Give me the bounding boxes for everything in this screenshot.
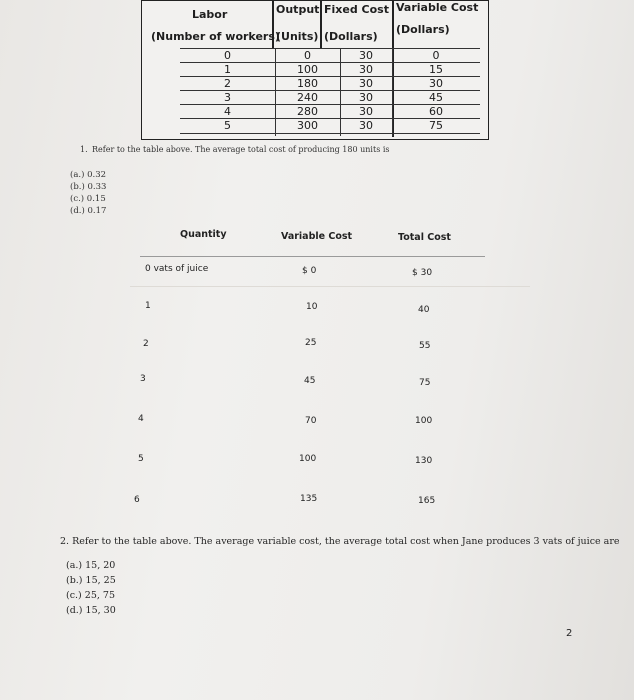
total-cost-cell: 40 <box>418 305 430 315</box>
total-cost-cell: 75 <box>419 378 431 388</box>
fixed-cost-cell: 30 <box>359 91 373 104</box>
quantity-cell: 1 <box>145 301 151 311</box>
variable-cost-cell: 30 <box>429 77 443 90</box>
variable-cost-cell: 45 <box>304 376 316 386</box>
quantity-header: Quantity <box>180 229 227 240</box>
fixed-cost-cell: 30 <box>359 63 373 76</box>
quantity-cell: 6 <box>134 495 140 505</box>
total-cost-cell: 100 <box>415 416 433 426</box>
fixed-cost-cell: 30 <box>359 49 373 62</box>
fixed-cost-subheader: (Dollars) <box>324 30 378 43</box>
table-row <box>180 118 480 134</box>
question-1-option-a: (a.) 0.32 <box>70 170 107 180</box>
output-cell: 300 <box>297 119 318 132</box>
fixed-cost-cell: 30 <box>359 77 373 90</box>
variable-cost-header: Variable Cost <box>396 1 479 14</box>
table-row <box>180 104 480 119</box>
quantity-cell: 2 <box>143 339 149 349</box>
table-row <box>180 48 480 63</box>
question-2-text: 2. Refer to the table above. The average variable cost, the average total cost when Jane produces 3 vats of juice are <box>60 536 620 547</box>
question-2-option-a: (a.) 15, 20 <box>66 560 116 571</box>
question-2-option-b: (b.) 15, 25 <box>66 575 116 586</box>
question-2-option-d: (d.) 15, 30 <box>66 605 116 616</box>
total-cost-cell: 165 <box>418 496 436 506</box>
variable-cost-subheader: (Dollars) <box>396 23 450 36</box>
variable-cost-cell: 0 <box>432 49 440 62</box>
question-1-option-b: (b.) 0.33 <box>70 182 107 192</box>
fixed-cost-header: Fixed Cost <box>324 3 389 16</box>
cost-table-body <box>180 48 480 136</box>
question-2-option-c: (c.) 25, 75 <box>66 590 115 601</box>
quantity-cell: 3 <box>140 374 146 384</box>
labor-subheader: (Number of workers) <box>151 30 280 43</box>
output-cell: 180 <box>297 77 318 90</box>
variable-cost-cell: 15 <box>429 63 443 76</box>
variable-cost-cell: 45 <box>429 91 443 104</box>
labor-cell: 5 <box>224 119 231 132</box>
variable-cost-cell: 25 <box>305 338 317 348</box>
total-cost-cell: 55 <box>419 341 431 351</box>
quantity-cell: 4 <box>138 414 144 424</box>
cost-table <box>141 0 489 140</box>
fixed-cost-cell: 30 <box>359 105 373 118</box>
question-1-number: 1. <box>80 145 88 154</box>
page-number: 2 <box>566 628 573 639</box>
header-divider <box>140 256 485 257</box>
total-cost-cell: $ 30 <box>412 268 433 278</box>
total-cost-cell: 130 <box>415 456 433 466</box>
quantity-cell: 0 vats of juice <box>145 264 209 274</box>
variable-cost-cell: 100 <box>299 454 317 464</box>
variable-cost-cell: 10 <box>306 302 318 312</box>
labor-cell: 2 <box>224 77 231 90</box>
labor-cell: 4 <box>224 105 231 118</box>
column-divider <box>320 1 322 48</box>
output-cell: 280 <box>297 105 318 118</box>
output-cell: 100 <box>297 63 318 76</box>
labor-cell: 0 <box>224 49 231 62</box>
question-1-text: Refer to the table above. The average total cost of producing 180 units is <box>92 145 390 154</box>
labor-header: Labor <box>192 8 228 21</box>
variable-cost-cell: 60 <box>429 105 443 118</box>
variable-cost-header: Variable Cost <box>281 231 353 242</box>
total-cost-header: Total Cost <box>398 232 451 243</box>
quantity-cell: 5 <box>138 454 144 464</box>
output-subheader: (Units) <box>276 30 319 43</box>
variable-cost-cell: $ 0 <box>302 266 317 276</box>
output-cell: 240 <box>297 91 318 104</box>
table-row <box>180 76 480 91</box>
variable-cost-cell: 135 <box>300 494 318 504</box>
variable-cost-cell: 70 <box>305 416 317 426</box>
variable-cost-cell: 75 <box>429 119 443 132</box>
question-1-option-d: (d.) 0.17 <box>70 206 107 216</box>
table-row <box>180 90 480 105</box>
output-header: Output <box>276 3 320 16</box>
question-1-option-c: (c.) 0.15 <box>70 194 106 204</box>
labor-cell: 1 <box>224 63 231 76</box>
table-row <box>180 62 480 77</box>
row-divider <box>130 286 530 287</box>
output-cell: 0 <box>304 49 311 62</box>
labor-cell: 3 <box>224 91 231 104</box>
fixed-cost-cell: 30 <box>359 119 373 132</box>
